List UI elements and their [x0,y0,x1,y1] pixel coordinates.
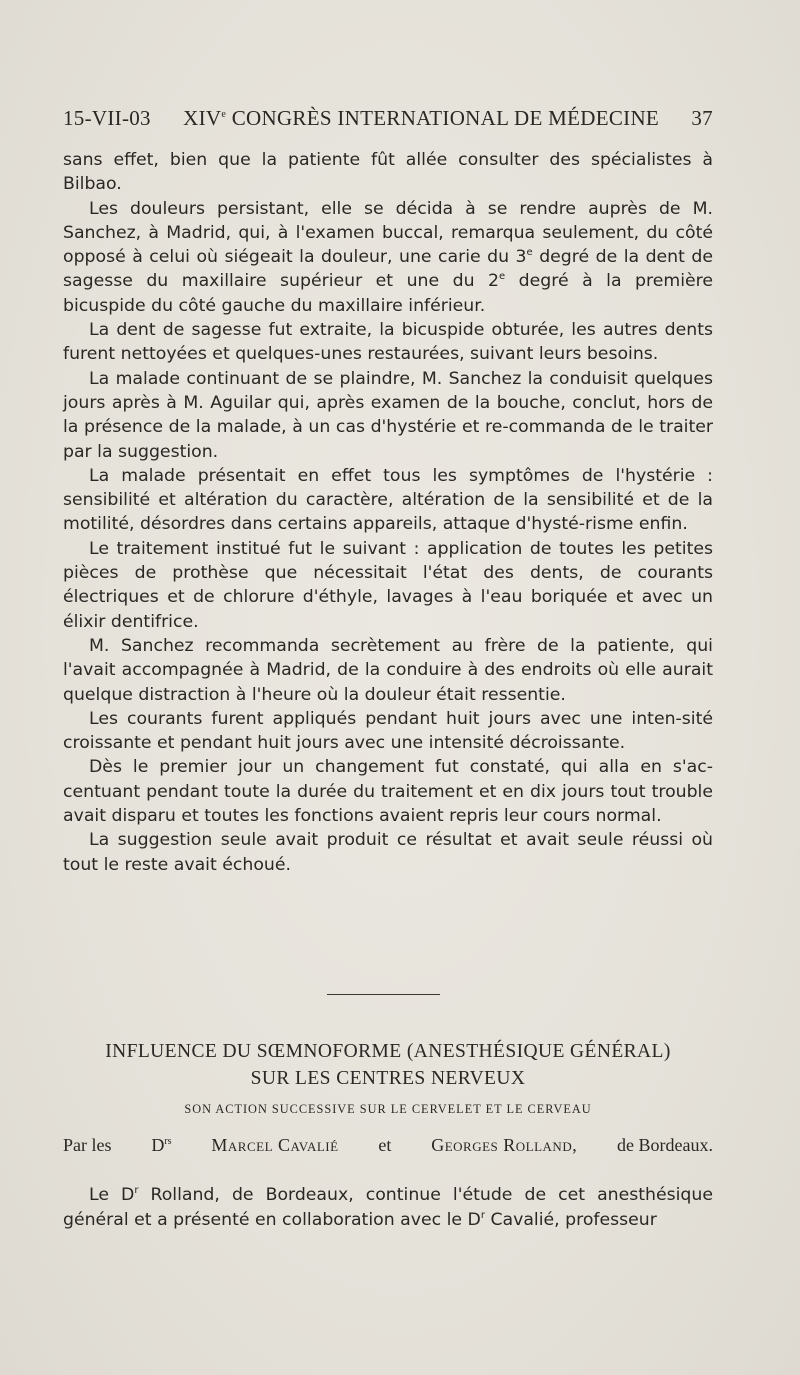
paragraph: La suggestion seule avait produit ce résultat et avait seule réussi où tout le reste avait échoué. [63,830,713,875]
paragraph: Le $D^r$ Rolland, de Bordeaux, continue l'étude de cet anesthésique général et a présenté en collaboration avec le $D^r$ Cavalié, professeur [63,1185,713,1230]
paragraph: La malade continuant de se plaindre, M. Sanchez la conduisit quelques jours après à M. Aguilar qui, après examen de la bouche, conclut, hors de la présence de la malade, à un cas d'hystérie et re-commanda de le traiter par la suggestion. [63,368,713,462]
paragraph: La malade présentait en effet tous les symptômes de l'hystérie : sensibilité et altération du caractère, altération de la sensibilité et de la motilité, désordres dans certains appareils, attaque d'hysté-risme enfin. [63,465,713,535]
paragraph: Les douleurs persistant, elle se décida à se rendre auprès de M. Sanchez, à Madrid, qui, à l'examen buccal, remarqua seulement, du côté opposé à celui où siégeait la douleur, une carie du 3e degré de la dent de sagesse du maxillaire supérieur et une du 2e degré à la première bicuspide du côté gauche du maxillaire inférieur. [63,198,713,316]
paragraph: La dent de sagesse fut extraite, la bicuspide obturée, les autres dents furent nettoyées et quelques-unes restaurées, suivant leurs besoins. [63,320,713,365]
paragraph: Le traitement institué fut le suivant : application de toutes les petites pièces de prothèse que nécessitait l'état des dents, de courants électriques et de chlorure d'éthyle, lavages à l'eau boriquée et avec un élixir dentifrice. [63,538,713,632]
running-header [63,106,713,131]
section-divider [327,994,440,995]
byline: Par les $D^{rs}$ Marcel Cavalié et Georges Rolland, de Bordeaux. [63,1135,713,1155]
paragraph: Les courants furent appliqués pendant huit jours avec une inten-sité croissante et pendant huit jours avec une intensité décroissante. [63,708,713,754]
paragraph: sans effet, bien que la patiente fût allée consulter des spécialistes à Bilbao. [63,150,713,195]
article-subtitle: SON ACTION SUCCESSIVE SUR LE CERVELET ET LE CERVEAU [184,1102,592,1116]
page-number: 37 [691,106,713,130]
article-title: INFLUENCE DU SŒMNOFORME (ANESTHÉSIQUE GÉNÉRAL) SUR LES CENTRES NERVEUX [105,1041,671,1089]
header-date: 15-VII-03 [63,106,151,130]
article-body [63,1183,713,1233]
paragraph: Dès le premier jour un changement fut constaté, qui alla en s'ac-centuant pendant toute la durée du traitement et en dix jours tout trouble avait disparu et toutes les fonctions avaient repris leur cours normal. [63,757,713,827]
header-title: XIVe CONGRÈS INTERNATIONAL DE MÉDECINE [183,106,660,130]
paragraph: M. Sanchez recommanda secrètement au frère de la patiente, qui l'avait accompagnée à Madrid, de la conduire à des endroits où elle aurait quelque distraction à l'heure où la douleur était ressentie. [63,635,713,705]
article-continuation [63,148,713,877]
